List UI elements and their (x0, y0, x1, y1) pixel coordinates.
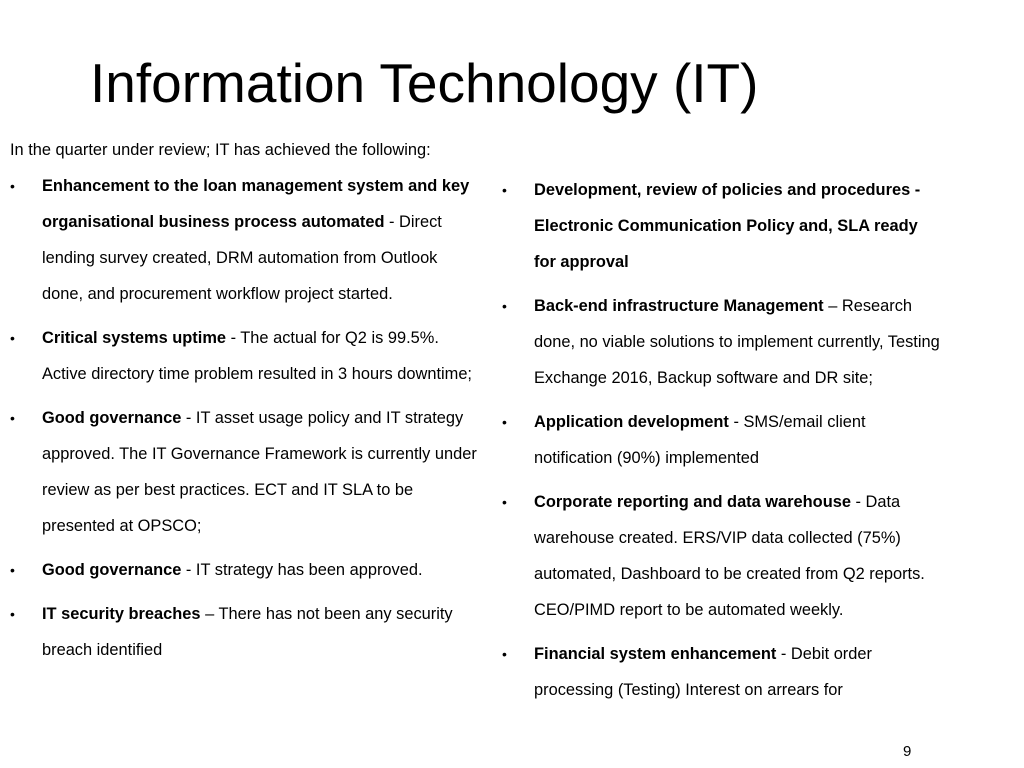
item-body: – Research done, no viable solutions to implement currently, Testing Exchange 2016, Backup software and DR site; (534, 297, 940, 387)
item-body: - Direct lending survey created, DRM automation from Outlook done, and procurement workflow project started. (42, 213, 442, 303)
bullet-icon: • (502, 494, 507, 510)
right-column (502, 172, 942, 716)
bullet-icon: • (502, 414, 507, 430)
list-item (502, 636, 942, 708)
item-heading: Development, review of policies and procedures - Electronic Communication Policy and, SLA ready for approval (534, 181, 921, 271)
page-number: 9 (903, 743, 912, 760)
list-item (10, 552, 480, 588)
left-column (10, 132, 480, 676)
list-item (502, 288, 942, 396)
bullet-icon: • (10, 330, 15, 346)
left-bullet-list (10, 168, 480, 668)
item-body: – There has not been any security breach identified (42, 605, 453, 659)
list-item (502, 484, 942, 628)
item-heading: Critical systems uptime (42, 329, 227, 347)
bullet-icon: • (502, 182, 507, 198)
slide-title: Information Technology (IT) (90, 52, 759, 114)
item-heading: Back-end infrastructure Management (534, 297, 824, 315)
item-heading: Good governance (42, 561, 182, 579)
intro-text: In the quarter under review; IT has achieved the following: (10, 141, 431, 159)
item-body: - The actual for Q2 is 99.5%. Active directory time problem resulted in 3 hours downtime; (42, 329, 472, 383)
list-item (10, 596, 480, 668)
bullet-icon: • (10, 178, 15, 194)
item-heading: Financial system enhancement (534, 645, 777, 663)
bullet-icon: • (10, 606, 15, 622)
item-heading: Corporate reporting and data warehouse (534, 493, 851, 511)
list-item (502, 172, 942, 280)
list-item (10, 400, 480, 544)
item-body: - Data warehouse created. ERS/VIP data collected (75%) automated, Dashboard to be created from Q2 reports. CEO/PIMD report to be automated weekly. (534, 493, 925, 619)
bullet-icon: • (10, 562, 15, 578)
item-heading: IT security breaches (42, 605, 201, 623)
item-body: - SMS/email client notification (90%) implemented (534, 413, 866, 467)
item-body: - IT asset usage policy and IT strategy approved. The IT Governance Framework is currently under review as per best practices. ECT and IT SLA to be presented at OPSCO; (42, 409, 477, 535)
bullet-icon: • (502, 298, 507, 314)
item-heading: Good governance (42, 409, 182, 427)
right-bullet-list (502, 172, 942, 708)
item-body: - IT strategy has been approved. (181, 561, 423, 579)
bullet-icon: • (10, 410, 15, 426)
list-item (10, 320, 480, 392)
list-item (502, 404, 942, 476)
list-item (10, 168, 480, 312)
bullet-icon: • (502, 646, 507, 662)
item-heading: Application development (534, 413, 729, 431)
item-body: - Debit order processing (Testing) Interest on arrears for (534, 645, 872, 699)
item-heading: Enhancement to the loan management system and key organisational business process automated (42, 177, 470, 231)
